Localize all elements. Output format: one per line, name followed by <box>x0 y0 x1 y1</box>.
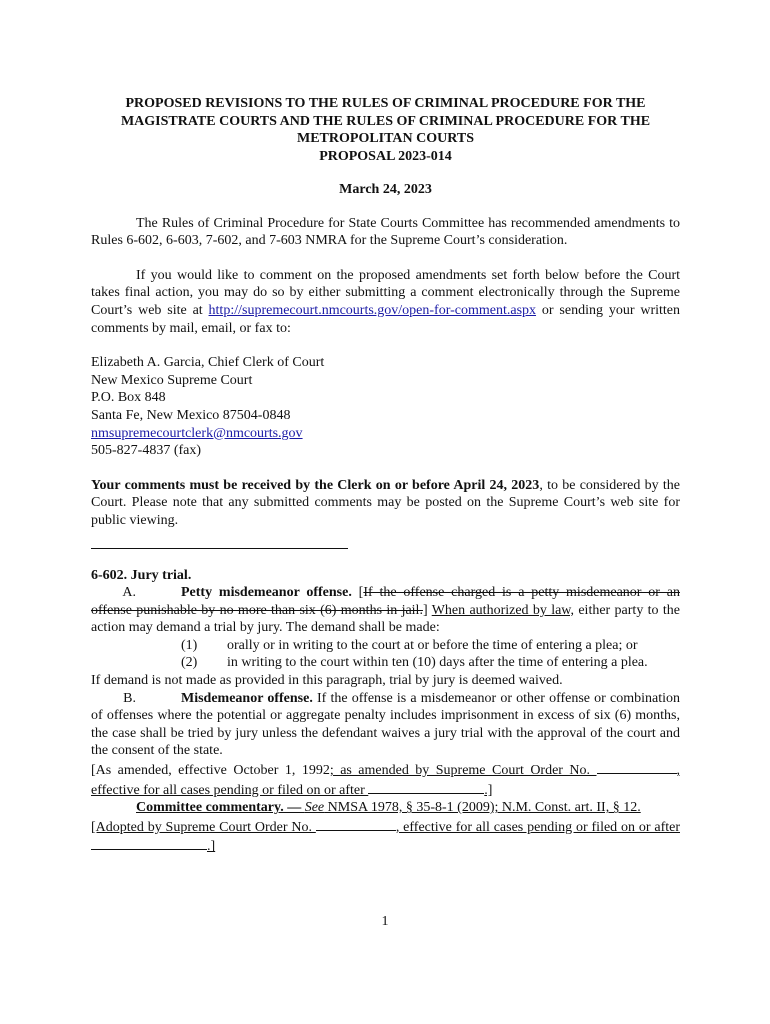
intro-paragraph-2 <box>91 267 680 337</box>
committee-commentary <box>91 799 680 817</box>
proposal-number: PROPOSAL 2023-014 <box>319 148 452 164</box>
page-number: 1 <box>381 914 389 929</box>
clerk-email-link[interactable]: nmsupremecourtclerk@nmcourts.gov <box>91 425 303 441</box>
rule-heading: 6-602. Jury trial. <box>91 567 192 583</box>
document-title <box>91 95 680 165</box>
clerk-address-block <box>91 354 680 460</box>
adopted-note <box>91 817 680 856</box>
deadline-rest-text: , to be considered by the Court. Please note that any submitted comments may be posted on the Supreme Court’s web site for public viewing. <box>91 477 680 528</box>
date-blank <box>368 780 484 794</box>
adopted-start: [Adopted by Supreme Court Order No. <box>91 819 316 835</box>
history-note <box>91 760 680 799</box>
intro-text-after-link: or sending your written comments by mail, email, or fax to: <box>91 302 680 336</box>
paragraph-b <box>91 690 680 760</box>
document-page <box>91 95 680 856</box>
paragraph-a <box>91 584 680 637</box>
title-line-1: PROPOSED REVISIONS TO THE RULES OF CRIMINAL PROCEDURE FOR THE <box>125 96 646 111</box>
commentary-see: See <box>304 800 325 816</box>
history-order-text: ; as amended by Supreme Court Order No. <box>329 763 597 779</box>
paragraph-a-label: A. <box>122 585 136 601</box>
struck-text: If the offense charged is a petty misdemeanor or an offense punishable by no more than six (6) months in jail. <box>91 585 680 618</box>
adopted-mid: , effective for all cases pending or filed on or after <box>395 819 680 835</box>
adopted-end: .] <box>207 839 216 855</box>
paragraph-a-rest: either party to the action may demand a trial by jury. The demand shall be made: <box>91 602 680 636</box>
list-item-text: orally or in writing to the court at or before the time of entering a plea; or <box>227 637 638 653</box>
deadline-paragraph <box>91 477 680 530</box>
paragraph-a-title: Petty misdemeanor offense. <box>181 585 352 601</box>
commentary-text: NMSA 1978, § 35-8-1 (2009); N.M. Const. art. II, § 12. <box>324 800 641 816</box>
title-line-3: METROPOLITAN COURTS <box>297 131 474 146</box>
intro-text-before-link: If you would like to comment on the proposed amendments set forth below before the Court takes final action, you may do so by either submitting a comment electronically through the Supreme Court’s web site at <box>91 267 680 318</box>
list-item <box>91 654 680 672</box>
adopted-order-blank <box>316 817 396 831</box>
comment-website-link[interactable]: http://supremecourt.nmcourts.gov/open-for-comment.aspx <box>208 302 537 318</box>
bracket-close: ] <box>422 602 432 618</box>
bracket-open: [ <box>351 585 364 601</box>
waiver-sentence: If demand is not made as provided in this paragraph, trial by jury is deemed waived. <box>91 673 563 689</box>
section-divider <box>91 548 348 549</box>
list-item-text: in writing to the court within ten (10) days after the time of entering a plea. <box>227 655 648 671</box>
address-line-city: Santa Fe, New Mexico 87504-0848 <box>91 407 291 423</box>
history-plain: [As amended, effective October 1, 1992 <box>91 763 330 779</box>
inserted-text: When authorized by law, <box>431 602 575 618</box>
address-line-name: Elizabeth A. Garcia, Chief Clerk of Court <box>91 355 325 371</box>
paragraph-b-label: B. <box>123 690 136 706</box>
deadline-bold-text: Your comments must be received by the Clerk on or before April 24, 2023 <box>91 477 540 493</box>
paragraph-b-text: If the offense is a misdemeanor or other offense or combination of offenses where the potential or aggregate penalty includes imprisonment in excess of six (6) months, the case shall be tried by jury unless the defendant waives a jury trial with the approval of the court and the consent of the state. <box>91 690 680 759</box>
list-item <box>91 637 680 655</box>
paragraph-b-title: Misdemeanor offense. <box>181 690 313 706</box>
address-line-pobox: P.O. Box 848 <box>91 390 166 406</box>
history-end: .] <box>484 782 493 798</box>
list-item-number: (2) <box>181 655 198 671</box>
history-effective-text: , effective for all cases pending or filed on or after <box>91 763 680 798</box>
commentary-title: Committee commentary. — <box>136 800 305 816</box>
address-line-fax: 505-827-4837 (fax) <box>91 443 202 459</box>
adopted-date-blank <box>91 836 207 850</box>
intro-paragraph-1: The Rules of Criminal Procedure for State Courts Committee has recommended amendments to Rules 6-602, 6-603, 7-602, and 7-603 NMRA for the Supreme Court’s consideration. <box>91 215 680 249</box>
document-date: March 24, 2023 <box>339 182 432 197</box>
title-line-2: MAGISTRATE COURTS AND THE RULES OF CRIMINAL PROCEDURE FOR THE <box>120 113 651 129</box>
order-number-blank <box>597 760 677 774</box>
address-line-court: New Mexico Supreme Court <box>91 372 253 388</box>
list-item-number: (1) <box>181 637 198 653</box>
